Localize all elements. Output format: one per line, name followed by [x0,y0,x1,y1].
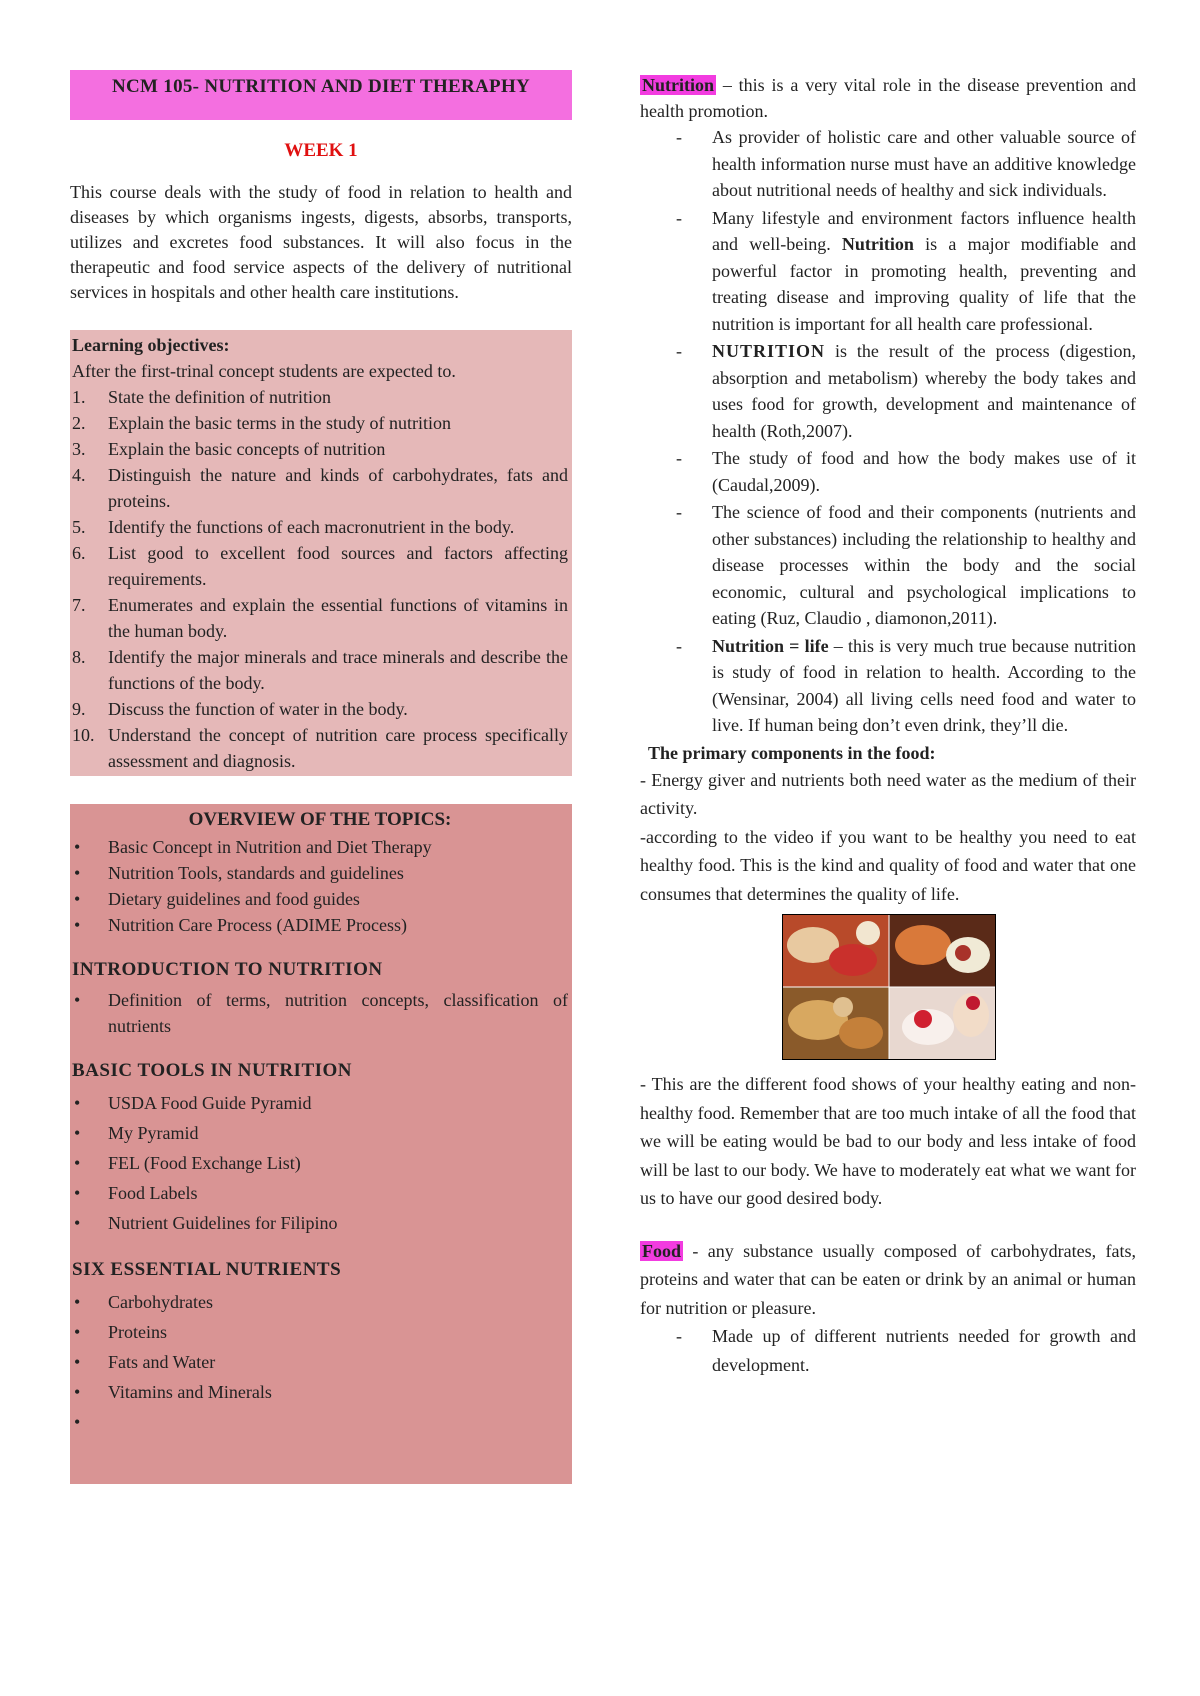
nutrition-point: - The study of food and how the body makes use of it (Caudal,2009). [712,445,1136,498]
intro-nutrition-list [72,987,568,1039]
basic-tools-list [72,1088,568,1238]
nutrient-item: • Vitamins and Minerals [72,1377,568,1407]
six-nutrients-list [72,1287,568,1407]
nutrition-point: - Nutrition = life – this is very much true because nutrition is study of food in relation to health. According to the (Wensinar, 2004) all living cells need food and water to live. If human being don’t even drink, they’ll die. [712,633,1136,739]
overview-item: • Nutrition Tools, standards and guidelines [72,860,568,886]
basic-tools-heading: BASIC TOOLS IN NUTRITION [72,1060,353,1081]
nutrition-definition: Nutrition – this is a very vital role in the disease prevention and health promotion. [640,75,1136,121]
objective-item: 8. Identify the major minerals and trace minerals and describe the functions of the body. [72,647,568,693]
objective-item: 7. Enumerates and explain the essential functions of vitamins in the human body. [72,595,568,641]
left-column [70,70,572,1484]
nutrient-item: • Fats and Water [72,1347,568,1377]
course-description: This course deals with the study of food in relation to health and diseases by which organisms ingests, digests, absorbs, transports, utilizes and excretes food substances. It will also focus in the therapeutic and food service aspects of the delivery of nutritional services in hospitals and other health care institutions. [70,182,572,302]
nutrition-point: - As provider of holistic care and other valuable source of health information nurse must have an additive knowledge about nutritional needs of healthy and sick individuals. [712,124,1136,204]
food-collage-graphic [783,915,995,1059]
nutrient-item: • Carbohydrates [72,1287,568,1317]
overview-item: • Basic Concept in Nutrition and Diet Therapy [72,834,568,860]
primary-components-heading: The primary components in the food: [648,742,936,763]
food-term: Food [642,1240,682,1261]
objective-item: 6. List good to excellent food sources and factors affecting requirements. [72,543,568,589]
overview-box [70,804,572,1484]
food-definition: Food - any substance usually composed of carbohydrates, fats, proteins and water that can be eaten or drink by an animal or human for nutrition or pleasure. [640,1240,1136,1318]
intro-nutrition-item: • Definition of terms, nutrition concepts, classification of nutrients [72,987,568,1039]
objectives-lead: After the first-trinal concept students are expected to. [72,361,456,381]
objective-item: 9. Discuss the function of water in the body. [72,699,408,719]
image-caption: - This are the different food shows of your healthy eating and non- healthy food. Remember that are too much intake of all the food that we will be eating would be bad to our body and less intake of food will be last to our body. We have to moderately eat what we want for us to have our good desired body. [640,1074,1136,1208]
objective-item: 3. Explain the basic concepts of nutrition [72,439,386,459]
week-label: WEEK 1 [284,140,358,161]
right-column [640,72,1136,1380]
learning-objectives-box [70,330,572,776]
nutrition-point: - NUTRITION is the result of the process (digestion, absorption and metabolism) whereby the body takes and uses food for growth, development and maintenance of health (Roth,2007). [712,338,1136,444]
basic-tools-item: • FEL (Food Exchange List) [72,1148,568,1178]
nutrition-point: - The science of food and their components (nutrients and other substances) including the relationship to healthy and disease processes within the body and the social economic, cultural and psychological implications to eating (Ruz, Claudio , diamonon,2011). [712,499,1136,632]
objectives-list [72,384,568,774]
food-point: - Made up of different nutrients needed for growth and development. [712,1322,1136,1379]
primary-line-2: -according to the video if you want to be healthy you need to eat healthy food. This is the kind and quality of food and water that one consumes that determines the quality of life. [640,826,1136,904]
objective-item: 10. Understand the concept of nutrition care process specifically assessment and diagnosis. [72,725,568,771]
basic-tools-item: • Nutrient Guidelines for Filipino [72,1208,568,1238]
primary-line-1: - Energy giver and nutrients both need water as the medium of their activity. [640,769,1136,818]
overview-title: OVERVIEW OF THE TOPICS: [188,809,452,830]
nutrient-item: • Proteins [72,1317,568,1347]
objective-item: 5. Identify the functions of each macronutrient in the body. [72,517,515,537]
basic-tools-item: • My Pyramid [72,1118,568,1148]
overview-item: • Dietary guidelines and food guides [72,886,568,912]
basic-tools-item: • USDA Food Guide Pyramid [72,1088,568,1118]
food-collage-image [782,914,996,1060]
objectives-heading: Learning objectives: [72,335,230,355]
overview-item: • Nutrition Care Process (ADIME Process) [72,912,568,938]
course-title: NCM 105- NUTRITION AND DIET THERAPHY [70,70,572,120]
six-nutrients-heading: SIX ESSENTIAL NUTRIENTS [72,1259,342,1280]
nutrition-points [640,124,1136,739]
objective-item: 4. Distinguish the nature and kinds of carbohydrates, fats and proteins. [72,465,568,511]
objective-item: 2. Explain the basic terms in the study of nutrition [72,413,451,433]
nutrition-term: Nutrition [642,75,714,95]
objective-item: 1. State the definition of nutrition [72,387,331,407]
food-points [640,1322,1136,1379]
nutrition-point: - Many lifestyle and environment factors influence health and well-being. Nutrition is a major modifiable and powerful factor in promoting health, preventing and treating disease and improving quality of life that the nutrition is important for all health care professional. [712,205,1136,338]
intro-nutrition-heading: INTRODUCTION TO NUTRITION [72,959,383,980]
basic-tools-item: • Food Labels [72,1178,568,1208]
overview-list [72,834,568,938]
